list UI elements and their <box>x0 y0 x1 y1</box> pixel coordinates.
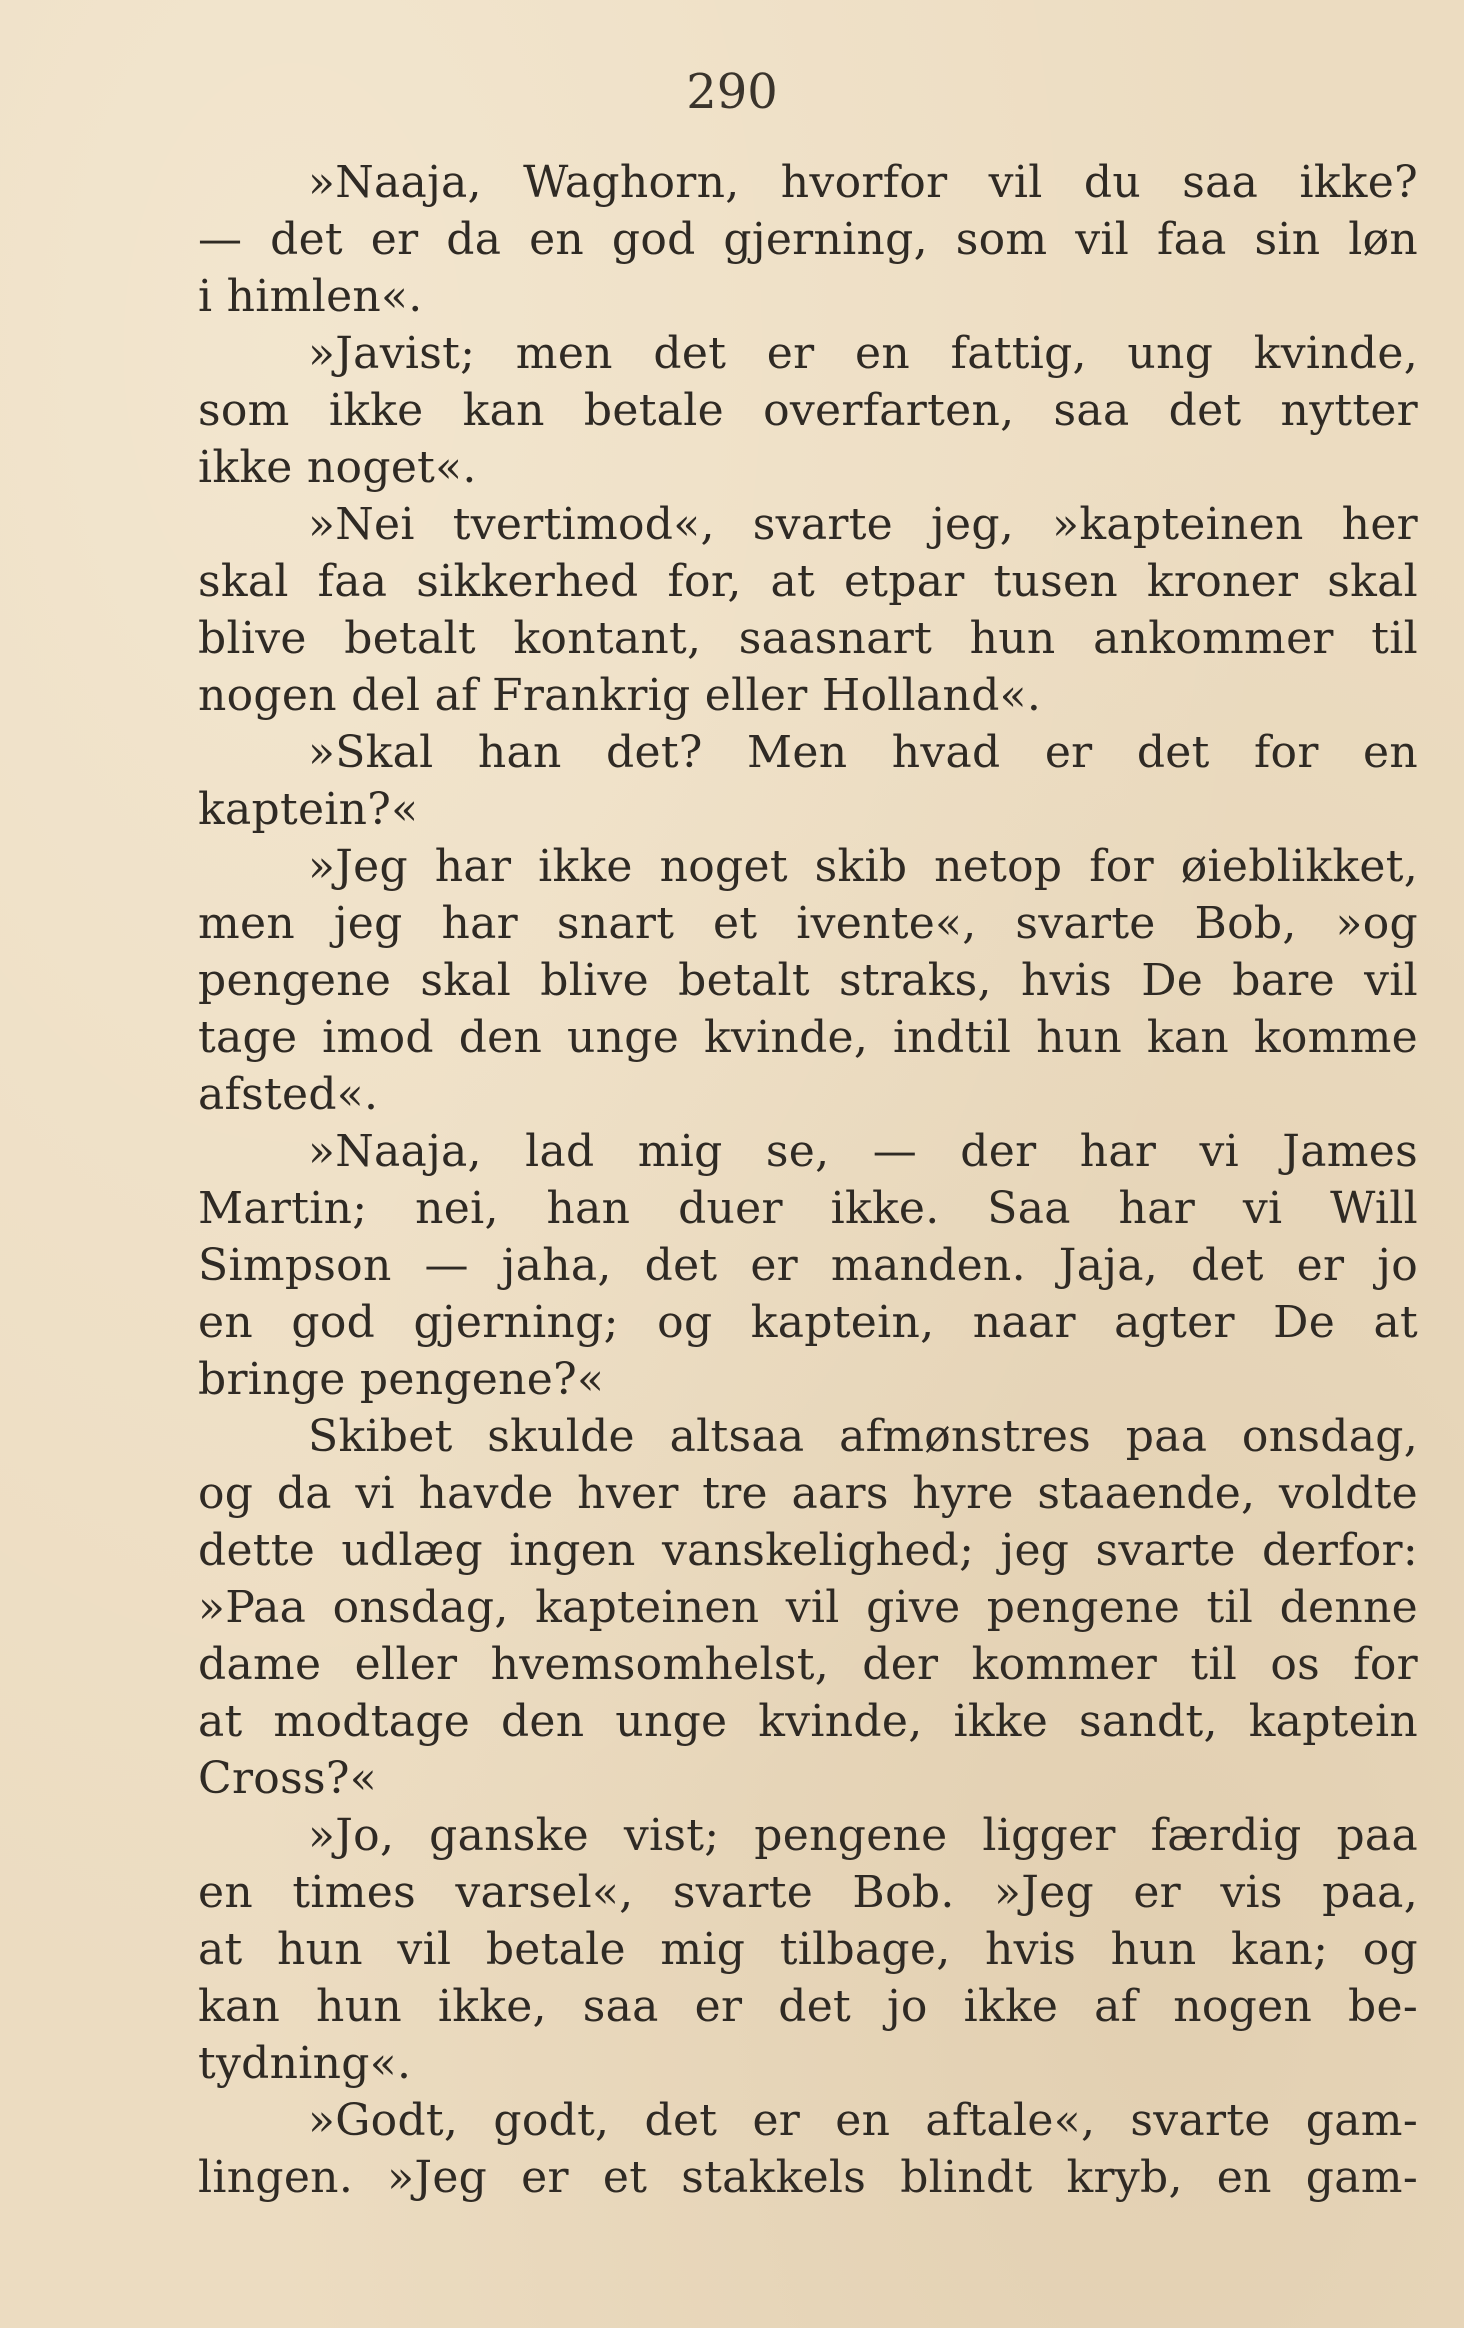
text-line: en god gjerning; og kaptein, naar agter De at <box>198 1297 1418 1348</box>
text-line: men jeg har snart et ivente«, svarte Bob, »og <box>198 898 1418 949</box>
text-line: »Jo, ganske vist; pengene ligger færdig paa <box>308 1810 1418 1861</box>
text-line: en times varsel«, svarte Bob. »Jeg er vis paa, <box>198 1867 1418 1918</box>
text-line: — det er da en god gjerning, som vil faa sin løn <box>198 214 1418 265</box>
text-line: »Naaja, lad mig se, — der har vi James <box>308 1126 1418 1177</box>
text-line: bringe pengene?« <box>198 1354 605 1405</box>
text-line: at hun vil betale mig tilbage, hvis hun kan; og <box>198 1924 1418 1975</box>
page-number: 290 <box>686 64 778 120</box>
text-line: dame eller hvemsomhelst, der kommer til os for <box>198 1639 1418 1690</box>
text-line: at modtage den unge kvinde, ikke sandt, kaptein <box>198 1696 1418 1747</box>
text-line: Martin; nei, han duer ikke. Saa har vi Will <box>198 1183 1418 1234</box>
text-line: skal faa sikkerhed for, at etpar tusen kroner skal <box>198 556 1418 607</box>
text-line: og da vi havde hver tre aars hyre staaende, voldte <box>198 1468 1418 1519</box>
text-line: »Nei tvertimod«, svarte jeg, »kapteinen her <box>308 499 1418 550</box>
body-text <box>198 154 1418 2206</box>
text-line: »Skal han det? Men hvad er det for en <box>308 727 1418 778</box>
text-line: »Javist; men det er en fattig, ung kvinde, <box>308 328 1418 379</box>
text-line: Cross?« <box>198 1753 377 1804</box>
text-line: »Paa onsdag, kapteinen vil give pengene til denne <box>198 1582 1418 1633</box>
text-line: pengene skal blive betalt straks, hvis De bare vil <box>198 955 1418 1006</box>
text-line: »Godt, godt, det er en aftale«, svarte gam- <box>308 2095 1418 2146</box>
text-line: nogen del af Frankrig eller Holland«. <box>198 670 1042 721</box>
text-line: dette udlæg ingen vanskelighed; jeg svarte derfor: <box>198 1525 1418 1576</box>
text-line: kaptein?« <box>198 784 419 835</box>
text-line: afsted«. <box>198 1069 379 1120</box>
text-line: i himlen«. <box>198 271 423 322</box>
text-line: tydning«. <box>198 2038 412 2089</box>
text-line: »Naaja, Waghorn, hvorfor vil du saa ikke? <box>308 157 1418 208</box>
text-line: lingen. »Jeg er et stakkels blindt kryb, en gam- <box>198 2152 1418 2203</box>
text-line: som ikke kan betale overfarten, saa det nytter <box>198 385 1418 436</box>
text-line: tage imod den unge kvinde, indtil hun kan komme <box>198 1012 1418 1063</box>
text-line: Simpson — jaha, det er manden. Jaja, det er jo <box>198 1240 1418 1291</box>
text-line: blive betalt kontant, saasnart hun ankommer til <box>198 613 1418 664</box>
text-line: Skibet skulde altsaa afmønstres paa onsdag, <box>308 1411 1418 1462</box>
text-line: »Jeg har ikke noget skib netop for øieblikket, <box>308 841 1418 892</box>
text-line: ikke noget«. <box>198 442 477 493</box>
text-line: kan hun ikke, saa er det jo ikke af nogen be- <box>198 1981 1418 2032</box>
